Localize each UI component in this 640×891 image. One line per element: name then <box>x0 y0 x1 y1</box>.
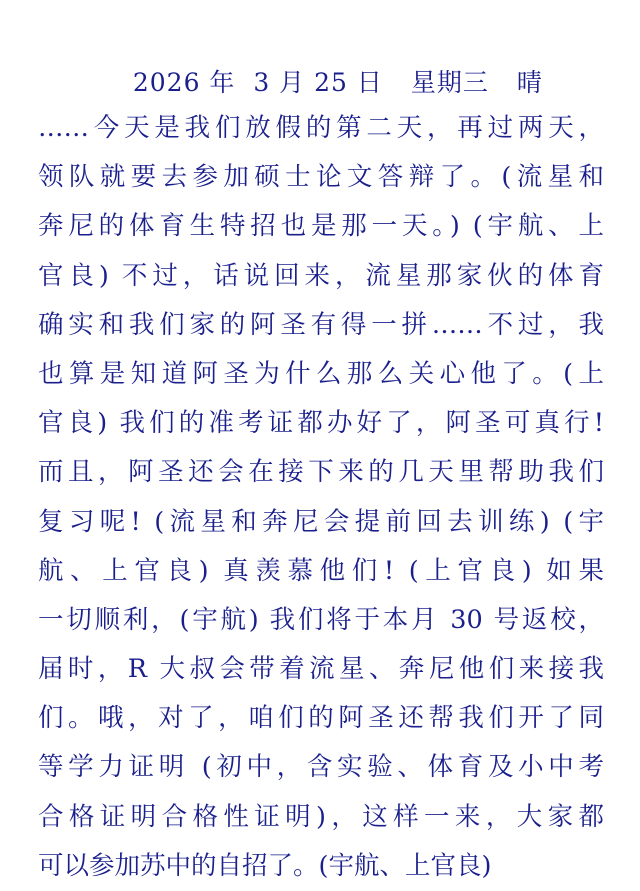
diary-date: 2026 年 3 月 25 日 <box>132 68 383 97</box>
diary-weather: 晴 <box>516 68 543 97</box>
diary-line: 们。哦，对了，咱们的阿圣还帮我们开了同 <box>38 703 604 734</box>
diary-line: 确实和我们家的阿圣有得一拼……不过，我 <box>38 309 604 340</box>
diary-line: 官良) 不过，话说回来，流星那家伙的体育 <box>38 260 604 291</box>
diary-line: 也算是知道阿圣为什么那么关心他了。(上 <box>38 358 604 389</box>
diary-line: 可以参加苏中的自招了。(宇航、上官良) <box>38 850 492 881</box>
diary-line: 合格证明合格性证明)，这样一来，大家都 <box>38 801 604 832</box>
diary-line: 一切顺利，(宇航) 我们将于本月 30 号返校， <box>38 604 604 635</box>
diary-line: 复习呢! (流星和奔尼会提前回去训练) (宇 <box>38 506 604 537</box>
diary-line: 领队就要去参加硕士论文答辩了。(流星和 <box>38 162 604 193</box>
diary-weekday: 星期三 <box>410 68 489 97</box>
diary-line: 官良) 我们的准考证都办好了，阿圣可真行! <box>38 408 604 439</box>
diary-line: 等学力证明 (初中，含实验、体育及小中考 <box>38 752 604 783</box>
diary-line: 届时，R 大叔会带着流星、奔尼他们来接我 <box>38 654 604 685</box>
diary-line: 而且，阿圣还会在接下来的几天里帮助我们 <box>38 457 604 488</box>
diary-line: 航、上官良) 真羡慕他们! (上官良) 如果 <box>38 555 604 586</box>
diary-line: ……今天是我们放假的第二天，再过两天， <box>38 113 604 143</box>
diary-body <box>38 104 604 891</box>
diary-line: 奔尼的体育生特招也是那一天。) (宇航、上 <box>38 211 604 242</box>
